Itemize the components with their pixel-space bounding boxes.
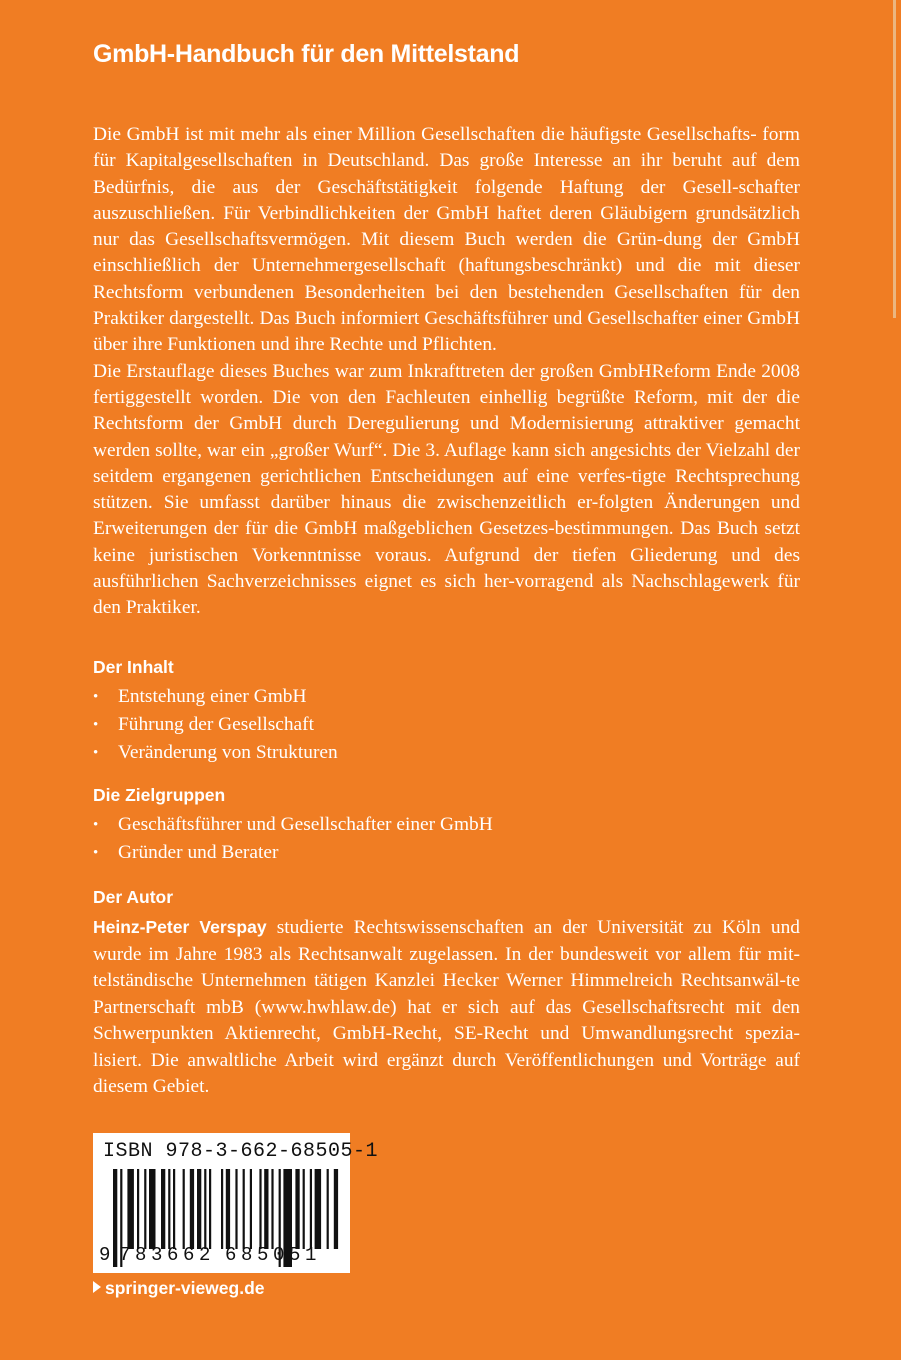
inhalt-item: • Entstehung einer GmbH — [93, 683, 338, 711]
barcode-bar — [190, 1169, 194, 1249]
isbn-barcode — [93, 1133, 379, 1273]
barcode-bar — [250, 1169, 252, 1249]
barcode-digit: 6 — [167, 1244, 179, 1266]
barcode-bar — [226, 1169, 230, 1249]
barcode-bar — [183, 1169, 185, 1249]
barcode-digit: 5 — [257, 1244, 269, 1266]
barcode-digit: 8 — [135, 1244, 147, 1266]
isbn-label: ISBN 978-3-662-68505-1 — [103, 1140, 379, 1163]
publisher-url: springer-vieweg.de — [105, 1278, 265, 1298]
description-paragraph-2: Die Erstauflage dieses Buches war zum Inkrafttreten der großen GmbHReform Ende 2008 fertiggestellt worden. Die von den Fachleuten einhellig begrüßte Reform, mit der die Rechtsform der GmbH durch Deregulierung und Modernisierung attraktiver gemacht werden sollte, war ein „großer Wurf“. Die 3. Auflage kann sich angesichts der Vielzahl der seitdem ergangenen gerichtlichen Entscheidungen auf eine verfes-tigte Rechtsprechung stützen. Sie umfasst darüber hinaus die zwischenzeitlich er-folgten Änderungen und Erweiterungen der für die GmbH maßgeblichen Gesetzes-bestimmungen. Das Buch setzt keine juristischen Vorkenntnisse voraus. Aufgrund der tiefen Gliederung und des ausführlichen Sachverzeichnisses eignet es sich her-vorragend als Nachschlagewerk für den Praktiker. — [93, 360, 801, 619]
barcode-bar — [161, 1169, 165, 1249]
barcode-bar — [149, 1169, 156, 1249]
inhalt-list — [93, 683, 338, 767]
barcode-bar — [235, 1169, 237, 1249]
publisher-link[interactable] — [93, 1278, 265, 1299]
barcode-bar — [271, 1169, 273, 1249]
barcode-bar — [173, 1169, 175, 1249]
zielgruppen-heading: Die Zielgruppen — [93, 785, 226, 805]
inhalt-heading: Der Inhalt — [93, 657, 174, 677]
barcode-bar — [137, 1169, 139, 1249]
barcode-digit: 9 — [99, 1244, 111, 1266]
spine-edge — [893, 0, 896, 318]
barcode-digit: 5 — [289, 1244, 301, 1266]
autor-name: Heinz-Peter Verspay — [93, 917, 267, 937]
barcode-digit: 2 — [199, 1244, 211, 1266]
description-paragraph-1: Die GmbH ist mit mehr als einer Million Gesellschaften die häufigste Gesellschafts- form für Kapitalgesellschaften in Deutschland. Das große Interesse an ihr beruht auf dem Bedürfnis, die aus der Geschäftstätigkeit folgende Haftung der Gesell-schafter auszuschließen. Für Verbindlichkeiten der GmbH haftet deren Gläubigern grundsätzlich nur das Gesellschaftsvermögen. Mit diesem Buch werden die Grün-dung der GmbH einschließlich der Unternehmergesellschaft (haftungsbeschränkt) und die mit dieser Rechtsform verbundenen Besonderheiten bei den bestehenden Gesellschaften für den Praktiker dargestellt. Das Buch informiert Geschäftsführer und Gesellschafter einer GmbH über ihre Funktionen und ihre Rechte und Pflichten. — [93, 124, 801, 356]
zielgruppen-item: • Geschäftsführer und Gesellschafter einer GmbH — [93, 811, 493, 839]
barcode-bar — [327, 1169, 329, 1249]
barcode-bar — [243, 1169, 245, 1249]
barcode-bar — [303, 1169, 305, 1249]
description — [93, 122, 800, 622]
barcode-bar — [168, 1169, 170, 1249]
barcode-digit: 8 — [241, 1244, 253, 1266]
arrow-right-icon — [93, 1281, 101, 1293]
barcode-bar — [204, 1169, 206, 1249]
barcode-bar — [259, 1169, 261, 1249]
barcode-digit: 0 — [273, 1244, 285, 1266]
barcode-bar — [197, 1169, 201, 1249]
inhalt-item: • Führung der Gesellschaft — [93, 711, 338, 739]
barcode-digits — [93, 1244, 350, 1268]
barcode-bar — [310, 1169, 312, 1249]
barcode-digit: 6 — [183, 1244, 195, 1266]
barcode-bar — [221, 1169, 223, 1249]
barcode-digit: 6 — [225, 1244, 237, 1266]
barcode-bar — [127, 1169, 133, 1249]
zielgruppen-item: • Gründer und Berater — [93, 839, 493, 867]
barcode-digit: 7 — [119, 1244, 131, 1266]
barcode-bar — [209, 1169, 211, 1249]
barcode-bar — [315, 1169, 322, 1249]
barcode-bar — [264, 1169, 268, 1249]
barcode-digit: 1 — [305, 1244, 317, 1266]
barcode-bar — [144, 1169, 146, 1249]
zielgruppen-list — [93, 811, 493, 867]
autor-heading: Der Autor — [93, 887, 174, 907]
inhalt-item: • Veränderung von Strukturen — [93, 739, 338, 767]
book-title: GmbH-Handbuch für den Mittelstand — [93, 40, 520, 68]
autor-bio: Heinz-Peter Verspay studierte Rechtswissenschaften an der Universität zu Köln und wurde im Jahre 1983 als Rechtsanwalt zugelassen. In der bundesweit vor allem für mit-telständische Unternehmen tätigen Kanzlei Hecker Werner Himmelreich Rechtsanwäl-te Partnerschaft mbB (www.hwhlaw.de) hat er sich auf das Gesellschaftsrecht mit den Schwerpunkten Aktienrecht, GmbH-Recht, SE-Recht und Umwandlungsrecht spezia-lisiert. Die anwaltliche Arbeit wird ergänzt durch Veröffentlichungen und Vorträge auf diesem Gebiet. — [93, 917, 800, 1097]
barcode-digit: 3 — [151, 1244, 163, 1266]
barcode-bar — [295, 1169, 299, 1249]
barcode-bar — [334, 1169, 338, 1249]
